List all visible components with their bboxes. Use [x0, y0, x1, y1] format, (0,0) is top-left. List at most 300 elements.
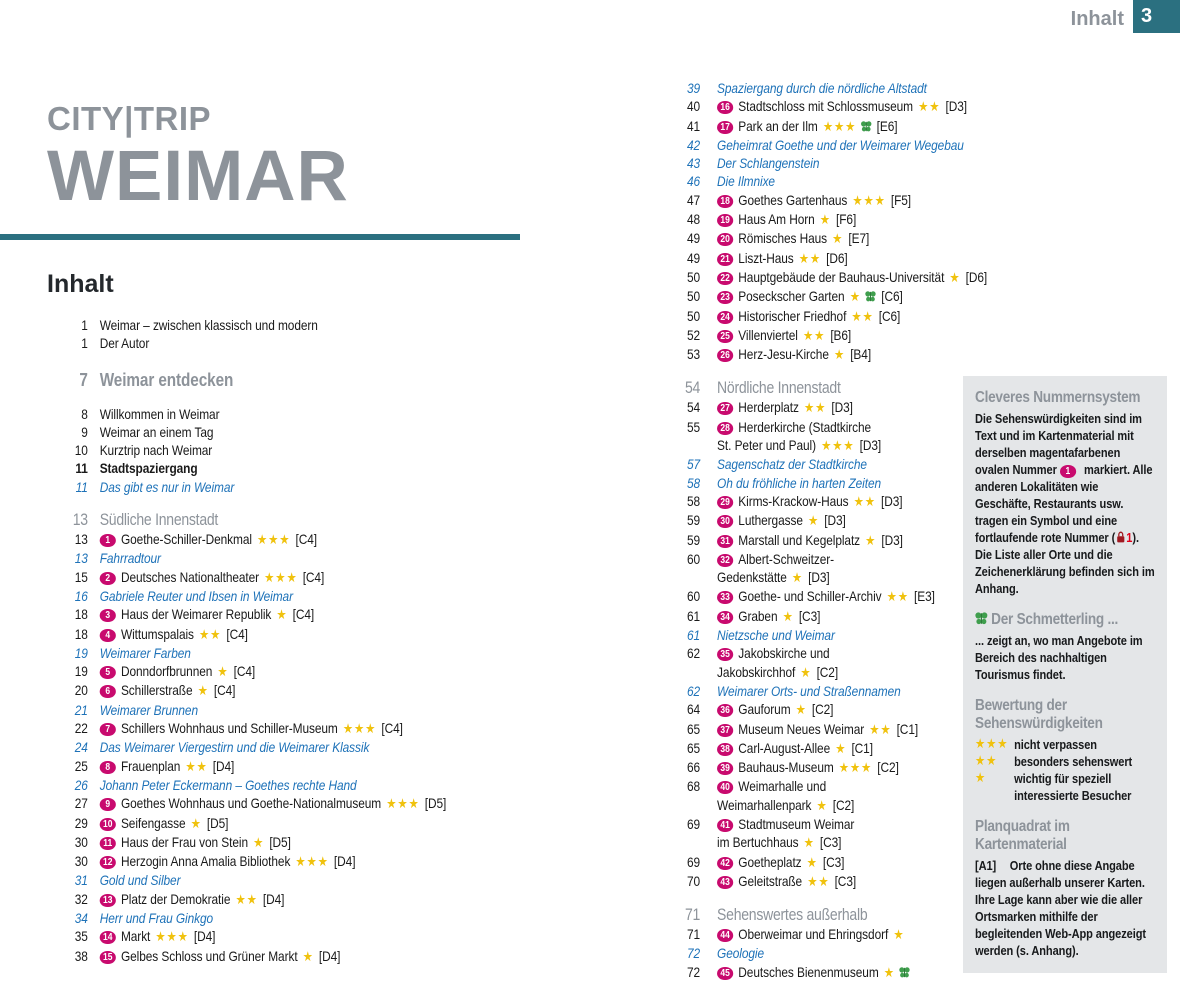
toc-page-number: 50 [686, 268, 701, 285]
star-rating: ★ [807, 513, 820, 530]
toc-page-number: 30 [74, 833, 88, 850]
toc-sight-entry [672, 587, 972, 606]
toc-sight-entry [672, 531, 972, 550]
toc-entry-line [100, 587, 293, 605]
toc-entry-line [717, 720, 918, 739]
toc-entry-line [717, 287, 903, 306]
sight-number-badge: 43 [717, 876, 733, 889]
sight-number-badge: 4 [100, 629, 116, 642]
toc-page-number: 27 [74, 795, 88, 812]
toc-entry-content [100, 530, 317, 549]
toc-page-number: 20 [74, 682, 88, 699]
toc-entry-content [717, 758, 899, 777]
toc-entry-title: Die Ilmnixe [717, 173, 775, 190]
toc-entry-line [717, 492, 902, 511]
rating-legend-row [975, 736, 1155, 753]
map-grid-ref: [C4] [226, 625, 248, 642]
star-rating: ★ [795, 702, 807, 719]
toc-entry-content [100, 738, 370, 756]
sight-number-badge: 30 [717, 515, 733, 528]
map-grid-ref: [C2] [816, 663, 839, 680]
map-grid-ref: [B6] [830, 326, 852, 343]
toc-entry-title: Haus der Frau von Stein [120, 833, 248, 850]
toc-entry [47, 316, 622, 334]
toc-page-number: 50 [686, 288, 701, 305]
logo-city-name: WEIMAR [47, 137, 349, 216]
toc-entry-title: Gelbes Schloss und Grüner Markt [120, 947, 298, 964]
toc-entry-line [100, 757, 235, 776]
toc-sight-entry [672, 925, 972, 944]
toc-entry-title: Villenviertel [738, 326, 798, 343]
toc-sight-entry [47, 568, 622, 587]
toc-entry-content [717, 531, 903, 550]
star-rating: ★ [975, 770, 987, 786]
toc-entry-line [717, 97, 967, 116]
toc-chapter-heading [672, 906, 972, 925]
map-grid-ref: [A1] [975, 858, 997, 873]
toc-entry-title: Geleitstraße [738, 872, 803, 889]
toc-entry-line [100, 681, 236, 700]
toc-sight-entry [672, 853, 972, 872]
toc-entry-content [100, 644, 191, 662]
rating-label: nicht verpassen [1014, 737, 1097, 752]
toc-page-number: 32 [74, 890, 88, 907]
toc-entry-line [717, 944, 764, 962]
toc-entry-title: Herderplatz [738, 399, 799, 416]
toc-excursus-entry [672, 172, 972, 190]
map-grid-ref: [D4] [262, 890, 285, 907]
toc-entry-line [100, 459, 198, 477]
map-grid-ref: [C2] [811, 701, 834, 718]
map-grid-ref: [E3] [914, 588, 935, 605]
sight-number-badge: 19 [717, 214, 733, 227]
sight-number-badge: 35 [717, 648, 733, 661]
legend-butterfly-title: Der Schmetterling ... [975, 611, 1155, 629]
star-rating: ★ [806, 854, 818, 871]
toc-entry-line [100, 852, 356, 871]
toc-entry-title: Wittumspalais [120, 625, 194, 642]
map-grid-ref: [D3] [881, 531, 903, 548]
toc-entry-line [717, 739, 873, 758]
map-grid-ref: [D3] [859, 437, 882, 454]
toc-entry-content [100, 441, 212, 459]
toc-entry-content [100, 478, 235, 496]
toc-entry-content [100, 587, 293, 605]
sight-number-badge: 41 [717, 819, 733, 832]
toc-entry-line [100, 370, 234, 390]
toc-entry-content [100, 852, 356, 871]
star-rating: ★★ [886, 589, 909, 606]
toc-entry-line [717, 418, 881, 436]
sight-number-badge: 7 [100, 723, 116, 736]
map-grid-ref: [C6] [881, 288, 903, 305]
toc-sight-entry [672, 398, 972, 417]
toc-page-number: 11 [75, 478, 88, 495]
toc-page-number: 66 [686, 759, 701, 776]
star-rating: ★★ [235, 891, 258, 908]
sight-number-badge: 15 [100, 951, 116, 964]
toc-entry-title: Gedenkstätte [717, 569, 787, 586]
toc-entry-title: Albert-Schweitzer- [738, 550, 834, 567]
toc-sight-entry [672, 210, 972, 229]
toc-entry-title: Weimarer Orts- und Straßennamen [717, 682, 901, 699]
toc-entry-line [100, 662, 255, 681]
toc-entry-line [717, 326, 851, 345]
toc-entry-title: Gold und Silber [99, 872, 181, 889]
toc-part-heading [47, 370, 622, 390]
toc-page-number: 49 [686, 230, 701, 247]
toc-entry-line [717, 436, 881, 455]
toc-entry-title: Platz der Demokratie [120, 890, 231, 907]
toc-entry-line [717, 191, 911, 210]
toc-entry-title: Jakobskirchhof [717, 663, 796, 680]
toc-page-number: 11 [75, 460, 88, 477]
butterfly-icon [860, 121, 871, 132]
toc-entry-line [100, 511, 218, 530]
toc-entry-title: Das gibt es nur in Weimar [99, 478, 235, 495]
toc-entry-line [717, 815, 854, 833]
toc-entry-line [100, 909, 213, 927]
toc-entry-line [100, 927, 216, 946]
toc-entry-content [100, 625, 248, 644]
toc-entry-title: Museum Neues Weimar [738, 720, 865, 737]
toc-entry-title: Donndorfbrunnen [120, 663, 213, 680]
toc-sight-entry [672, 644, 972, 682]
sight-number-badge: 14 [100, 931, 116, 944]
toc-page-number: 64 [686, 701, 701, 718]
toc-entry-title: Geologie [717, 945, 765, 962]
toc-entry-content [717, 492, 902, 511]
star-rating: ★ [190, 815, 202, 832]
toc-page-number: 8 [81, 405, 88, 422]
toc-page-number: 55 [686, 418, 701, 435]
toc-entry-content [100, 511, 218, 530]
toc-sight-entry [672, 307, 972, 326]
toc-entry-title: Schillerstraße [120, 682, 193, 699]
toc-entry-content [717, 963, 910, 982]
star-rating: ★ [253, 834, 265, 851]
map-grid-ref: [C2] [832, 796, 855, 813]
toc-entry-title: Der Autor [99, 335, 150, 352]
toc-entry-content [717, 398, 853, 417]
toc-entry-line [717, 511, 846, 530]
toc-entry-title: Graben [738, 607, 778, 624]
toc-page-number: 71 [686, 926, 701, 943]
map-grid-ref: [B4] [850, 346, 872, 363]
toc-page-number: 10 [74, 442, 88, 459]
toc-entry-line [100, 605, 314, 624]
toc-entry-title: Carl-August-Allee [738, 739, 831, 756]
toc-entry-line [717, 307, 900, 326]
sight-number-badge: 20 [717, 233, 733, 246]
toc-page-number: 18 [74, 606, 88, 623]
map-grid-ref: [D4] [193, 928, 216, 945]
toc-page-number: 41 [686, 117, 701, 134]
map-grid-ref: [D5] [424, 795, 447, 812]
star-rating: ★★ [798, 250, 822, 267]
toc-page-number: 1 [81, 335, 88, 352]
map-grid-ref: [C6] [878, 307, 901, 324]
toc-page-number: 69 [686, 853, 701, 870]
toc-entry-line [717, 925, 904, 944]
toc-entry-line [717, 474, 881, 492]
toc-entry-line [100, 316, 318, 334]
toc-page-number: 70 [686, 872, 701, 889]
toc-page-number: 1 [81, 317, 88, 333]
sight-number-badge: 10 [100, 818, 116, 831]
toc-sight-entry [672, 229, 972, 248]
toc-entry-content [717, 815, 854, 853]
toc-page-number: 30 [74, 853, 88, 870]
star-rating: ★★ [851, 308, 874, 325]
toc-entry-title: Kirms-Krackow-Haus [738, 492, 849, 509]
map-grid-ref: [C3] [834, 872, 857, 889]
toc-entry-line [100, 334, 150, 352]
toc-sight-entry [47, 890, 622, 909]
map-grid-ref: [C3] [819, 834, 842, 851]
star-rating: ★ [791, 570, 804, 587]
toc-entry-line [100, 625, 248, 644]
toc-entry-title: Deutsches Bienenmuseum [738, 963, 879, 980]
toc-entry-line [717, 379, 841, 398]
toc-entry-title: Herzogin Anna Amalia Bibliothek [120, 853, 291, 870]
toc-entry-line [717, 777, 854, 795]
toc-page-number: 35 [74, 928, 88, 945]
toc-entry-content [100, 719, 403, 738]
toc-entry-title: Herr und Frau Ginkgo [99, 910, 214, 927]
toc-entry-line [100, 478, 235, 496]
map-grid-ref: [C4] [213, 682, 236, 699]
toc-page-number: 61 [686, 627, 701, 644]
toc-entry-title: Südliche Innenstadt [99, 511, 219, 530]
toc-entry-title: Der Schlangenstein [717, 155, 820, 172]
star-rating: ★ [816, 797, 828, 814]
toc-entry-title: Historischer Friedhof [738, 307, 847, 324]
toc-entry-line [717, 796, 854, 815]
star-rating: ★★ [803, 400, 827, 417]
toc-entry-title: Oh du fröhliche in harten Zeiten [717, 474, 882, 491]
map-grid-ref: [C4] [292, 606, 315, 623]
sight-number-badge: 27 [717, 402, 733, 415]
toc-entry-content [717, 474, 881, 492]
map-grid-ref: [C2] [877, 759, 899, 776]
toc-entry-line [100, 947, 341, 966]
toc-entry-content [100, 459, 198, 477]
toc-entry-line [717, 758, 899, 777]
toc-entry-title: Haus der Weimarer Republik [120, 606, 272, 623]
toc-page-number: 29 [74, 814, 88, 831]
toc-entry-title: Frauenplan [120, 757, 181, 774]
toc-sight-entry [672, 815, 972, 853]
toc-excursus-entry [672, 682, 972, 700]
sight-number-badge: 28 [717, 422, 733, 435]
toc-entry-title: Bauhaus-Museum [738, 759, 834, 776]
toc-sight-entry [672, 345, 972, 364]
sight-number-badge: 12 [100, 856, 116, 869]
sight-number-badge: 45 [717, 967, 733, 980]
toc-sight-entry [47, 719, 622, 738]
toc-excursus-entry [47, 701, 622, 719]
toc-entry-content [717, 326, 851, 345]
toc-entry-title: Sehenswertes außerhalb [717, 906, 868, 925]
toc-page-number: 26 [74, 776, 88, 793]
legend-numbering-section [975, 389, 1155, 597]
toc-entry-title: Weimarhallenpark [717, 796, 812, 813]
toc-entry-title: Gabriele Reuter und Ibsen in Weimar [99, 587, 293, 604]
toc-page-number: 71 [684, 906, 701, 925]
toc-entry-content [717, 587, 935, 606]
toc-excursus-entry [672, 154, 972, 172]
toc-entry-content [100, 549, 161, 567]
toc-entry-line [100, 568, 324, 587]
toc-chapter-heading [672, 379, 972, 398]
toc-entry-line [717, 154, 819, 172]
toc-page-number: 39 [686, 80, 701, 96]
toc-page-number: 62 [686, 682, 701, 699]
toc-sight-entry [672, 117, 972, 136]
toc-excursus-entry [672, 474, 972, 492]
toc-entry-line [717, 872, 856, 891]
toc-entry-content [717, 944, 764, 962]
star-rating: ★★ [199, 626, 222, 643]
toc-entry-content [717, 117, 897, 136]
toc-sight-entry [672, 739, 972, 758]
toc-entry-content [100, 814, 229, 833]
toc-entry-line [100, 549, 161, 567]
sight-number-badge: 21 [717, 253, 733, 266]
sight-number-badge: 34 [717, 611, 733, 624]
toc-entry-line [717, 833, 854, 852]
toc-page-number: 43 [686, 155, 701, 172]
toc-entry-line [100, 701, 198, 719]
toc-entry-content [717, 229, 869, 248]
toc-entry-line [100, 890, 285, 909]
toc-page-number: 38 [74, 947, 88, 964]
toc-entry-content [100, 909, 213, 927]
star-rating: ★★ [975, 753, 998, 769]
toc-page-number: 49 [686, 249, 701, 266]
toc-page-number: 25 [74, 757, 88, 774]
toc-sight-entry [47, 947, 622, 966]
toc-entry-content [717, 210, 856, 229]
toc-page-number: 72 [686, 945, 701, 962]
map-grid-ref: [D4] [318, 947, 341, 964]
toc-entry-content [717, 307, 900, 326]
star-rating: ★★ [853, 493, 876, 510]
map-grid-ref: [D6] [965, 268, 988, 285]
legend-planquadrat-section [975, 818, 1155, 959]
map-grid-ref: [D3] [881, 492, 903, 509]
toc-entry-content [717, 700, 833, 719]
toc-entry-content [717, 720, 918, 739]
toc-sight-entry [47, 814, 622, 833]
toc-page-number: 59 [686, 531, 701, 548]
map-grid-ref: [C4] [381, 720, 403, 737]
toc-entry-line [717, 531, 903, 550]
toc-entry-title: Römisches Haus [738, 230, 828, 247]
sight-number-badge: 26 [717, 349, 733, 362]
star-rating: ★ [833, 347, 846, 364]
toc-page-number: 69 [686, 815, 701, 832]
toc-sight-entry [672, 492, 972, 511]
toc-excursus-entry [672, 136, 972, 154]
toc-entry-title: Kurztrip nach Weimar [99, 442, 213, 459]
map-grid-ref: [E7] [848, 230, 870, 247]
toc-entry-title: Gauforum [738, 701, 791, 718]
star-rating: ★ [832, 231, 844, 248]
toc-entry-title: Weimarer Brunnen [99, 701, 198, 718]
toc-entry-content [100, 316, 318, 334]
toc-page-number: 16 [74, 587, 88, 604]
toc-entry-title: Stadtschloss mit Schlossmuseum [738, 98, 914, 115]
toc-entry-line [717, 117, 897, 136]
toc-page-number: 21 [74, 701, 88, 718]
map-grid-ref: [D3] [808, 569, 830, 586]
star-rating: ★ [276, 607, 288, 624]
toc-entry-line [717, 136, 964, 154]
toc-entry-line [717, 345, 871, 364]
toc-entry [47, 405, 622, 423]
toc-entry-content [717, 550, 834, 588]
toc-page-number: 34 [74, 910, 88, 927]
butterfly-icon [899, 967, 910, 978]
star-rating: ★ [800, 664, 812, 681]
sight-number-badge: 37 [717, 724, 733, 737]
star-rating: ★★★ [257, 532, 291, 549]
map-grid-ref: [D4] [212, 757, 235, 774]
star-rating: ★★ [802, 327, 826, 344]
star-rating: ★ [819, 212, 831, 229]
sight-number-badge: 3 [100, 609, 116, 622]
toc-entry-line [717, 229, 869, 248]
star-rating: ★★ [869, 721, 892, 738]
star-rating: ★★★ [264, 569, 298, 586]
butterfly-icon [865, 291, 876, 302]
toc-entry-content [717, 607, 820, 626]
toc-entry-content [100, 833, 291, 852]
toc-entry-content [717, 777, 854, 815]
toc-entry-title: Park an der Ilm [738, 117, 818, 134]
legend-butterfly-section [975, 611, 1155, 683]
toc-page-number: 13 [74, 550, 88, 567]
star-rating: ★ [835, 740, 847, 757]
page-header-label: Inhalt [1070, 8, 1124, 30]
red-lock-icon [1116, 531, 1125, 543]
toc-entry-line [100, 871, 181, 889]
page-number-tab [1133, 0, 1180, 33]
toc-entry-title: Haus Am Horn [738, 211, 815, 228]
toc-entry-line [100, 405, 220, 423]
toc-excursus-entry [47, 871, 622, 889]
toc-page-number: 13 [72, 511, 88, 530]
legend-numbering-text: Die Sehenswürdigkeiten sind im Text und im Kartenmaterial mit derselben magentafarbenen ovalen Nummer 1 markiert. Alle anderen Lokalitäten wie Geschäfte, Restaurants usw. tragen ein Symbol und eine fortlaufende rote Nummer ( 1). Die Liste aller Orte und die Zeichenerklärung befinden sich im Anhang. [975, 411, 1155, 596]
toc-excursus-entry [672, 626, 972, 644]
toc-entry-content [100, 662, 255, 681]
map-grid-ref: [C4] [295, 531, 318, 548]
toc-entry-title: Goethes Gartenhaus [738, 191, 848, 208]
sight-number-badge: 44 [717, 929, 733, 942]
legend-planquadrat-title: Planquadrat im Kartenmaterial [975, 818, 1070, 853]
map-grid-ref: [D6] [826, 249, 848, 266]
toc-entry-content [100, 405, 220, 423]
teal-divider [0, 234, 520, 240]
toc-sight-entry [672, 872, 972, 891]
toc-entry-title: Das Weimarer Viergestirn und die Weimarer Klassik [99, 739, 370, 756]
toc-entry-title: Stadtmuseum Weimar [738, 815, 855, 832]
star-rating: ★★ [807, 873, 830, 890]
sight-number-badge: 39 [717, 762, 733, 775]
toc-entry-content [100, 423, 214, 441]
